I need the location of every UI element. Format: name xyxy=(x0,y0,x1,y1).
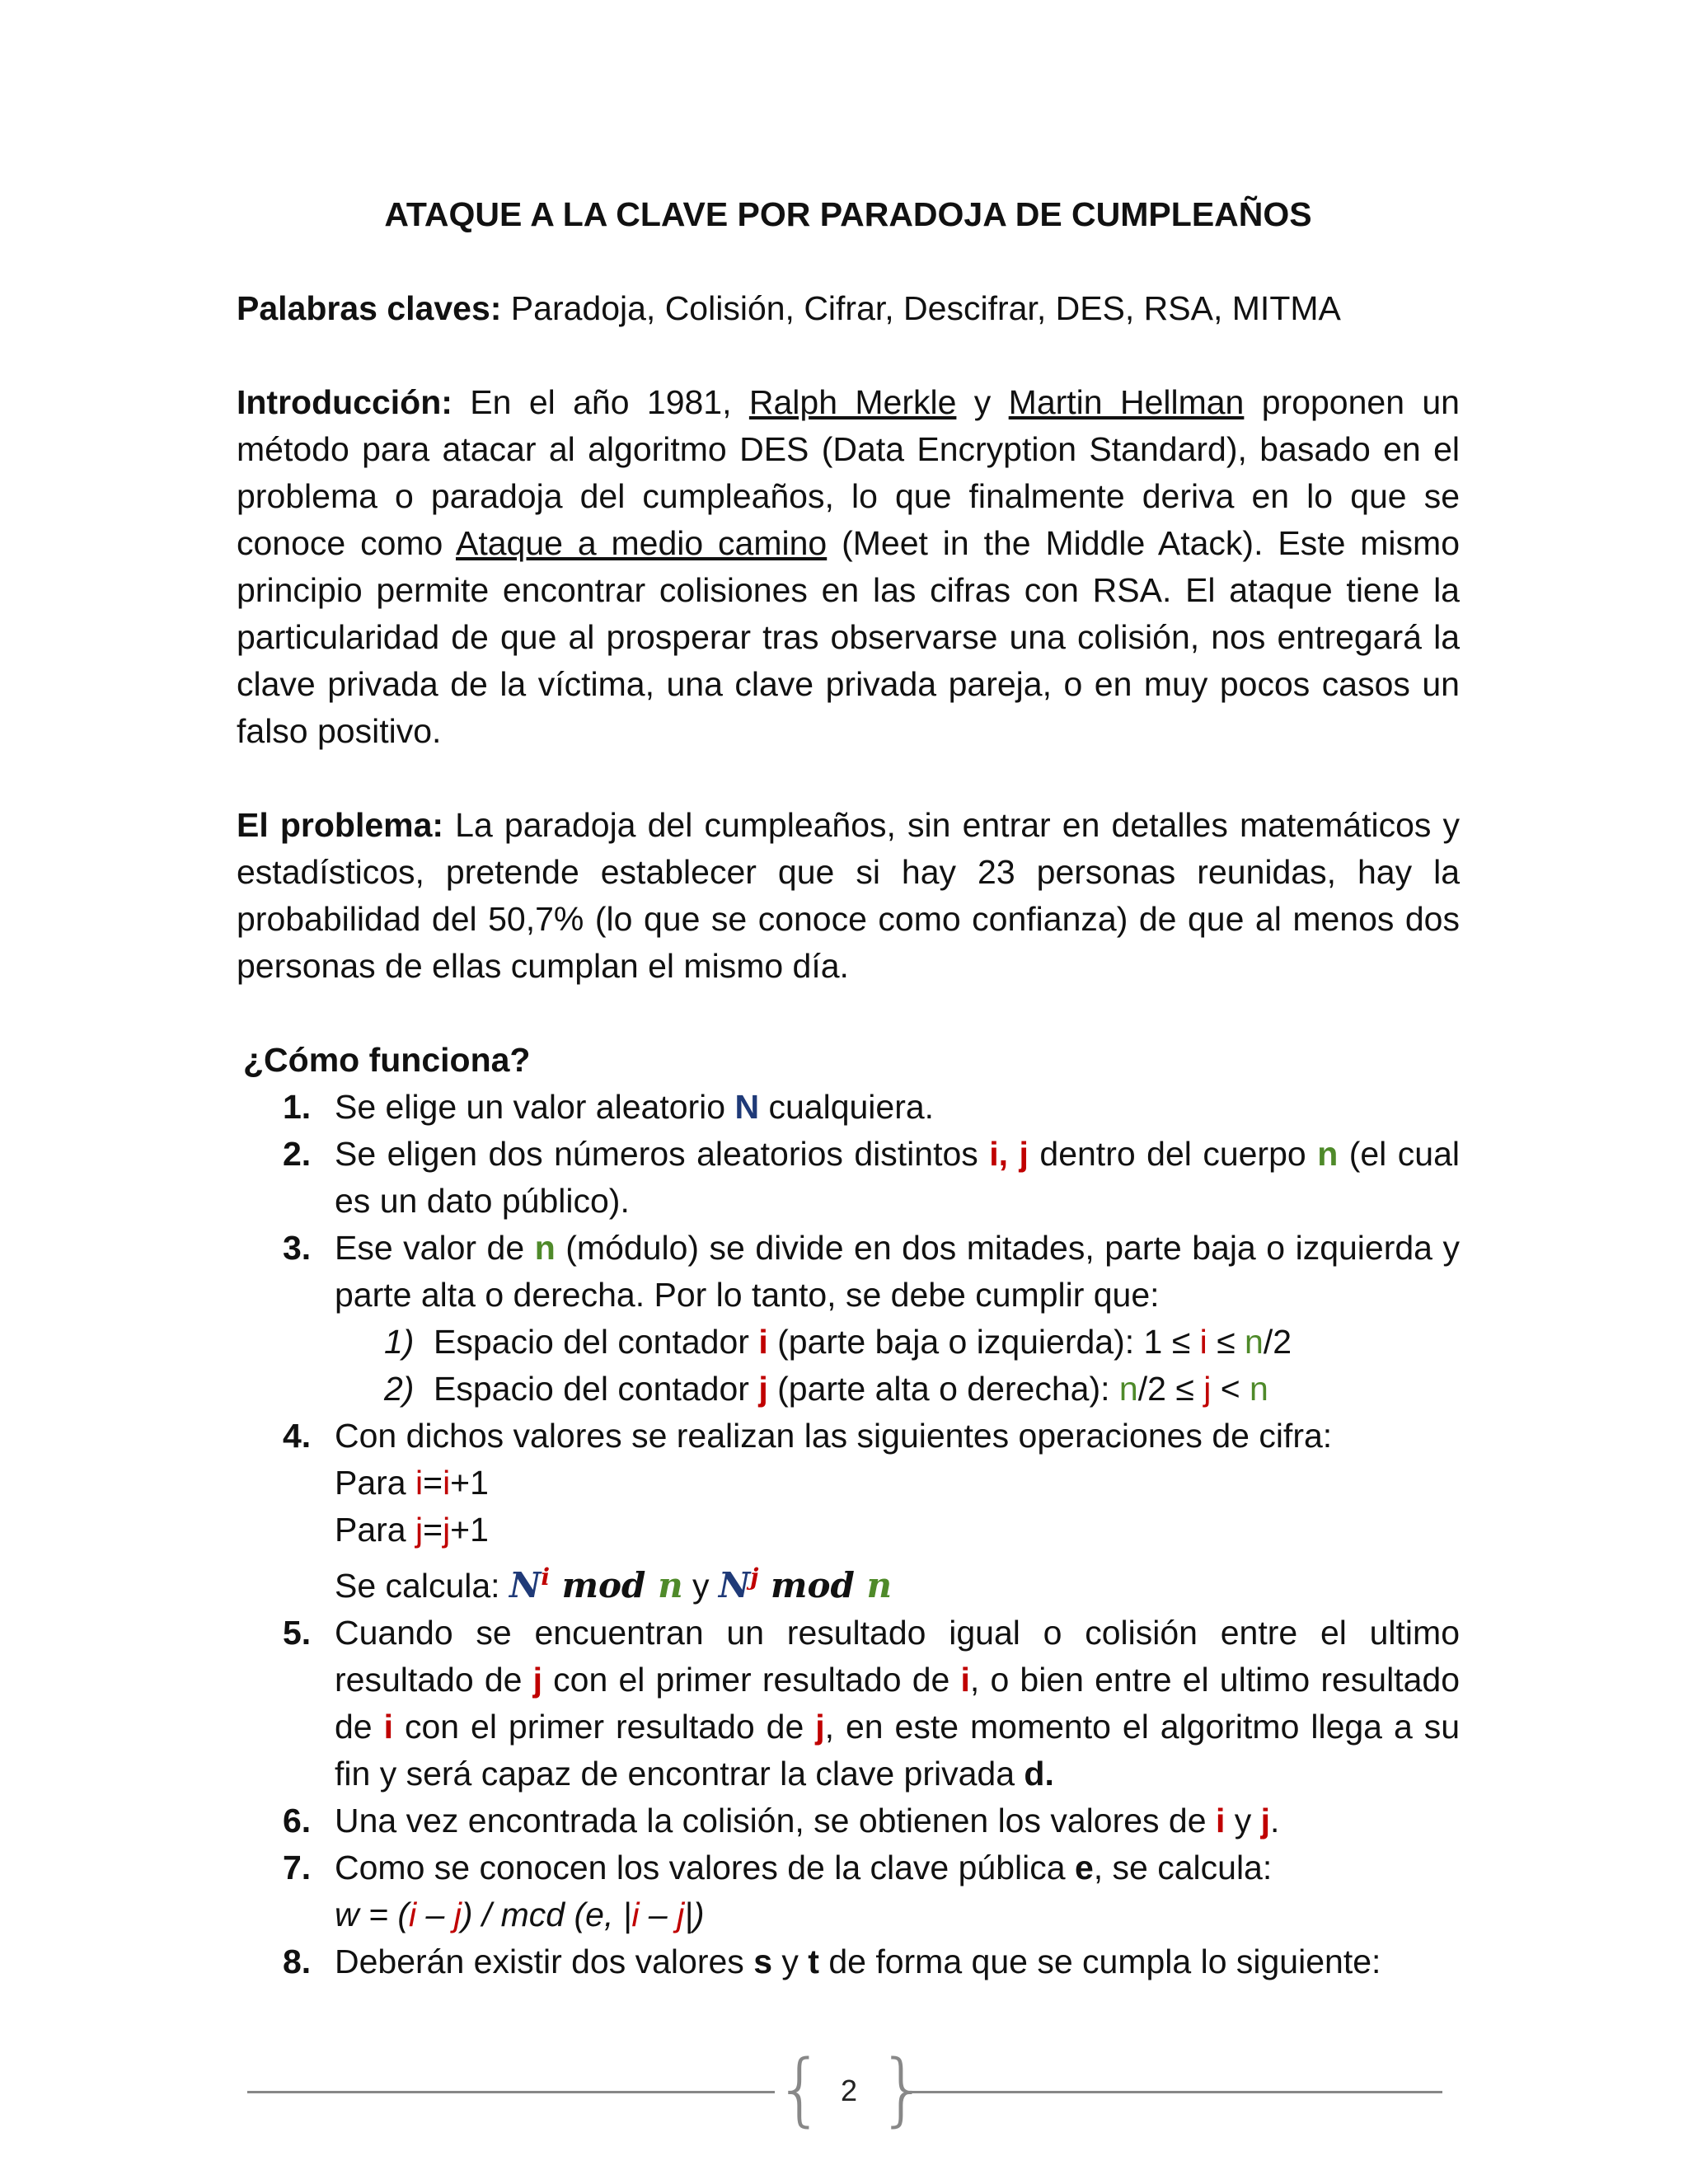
step-text: Se calcula: xyxy=(335,1567,509,1605)
substep-text: Espacio del contador xyxy=(434,1370,759,1408)
step-1 xyxy=(237,1084,1460,1131)
step-text: . xyxy=(1270,1802,1280,1840)
math-N: N xyxy=(509,1565,542,1605)
substep-number: 1) xyxy=(384,1323,415,1361)
intro-text: (Meet in the Middle Atack). Este mismo principio permite encontrar colisiones en las cifras con RSA. El ataque tiene la particularidad de que al prosperar tras observarse una colisión, nos entregará la clave privada de la víctima, una clave privada pareja, o en muy pocos casos un falso positivo. xyxy=(237,524,1460,750)
math-n: n xyxy=(866,1565,893,1605)
var-i: i xyxy=(758,1323,768,1361)
step-4-line-calc xyxy=(335,1554,1460,1610)
step-8 xyxy=(237,1938,1460,1985)
var-i: i xyxy=(409,1896,417,1933)
step-number: 7. xyxy=(283,1849,312,1886)
substep-text: /2 xyxy=(1263,1323,1292,1361)
substep-number: 2) xyxy=(384,1370,415,1408)
step-text: Como se conocen los valores de la clave pública xyxy=(335,1849,1075,1886)
how-it-works-heading: ¿Cómo funciona? xyxy=(243,1041,531,1079)
var-j: j xyxy=(443,1511,451,1549)
step-text: con el primer resultado de xyxy=(542,1661,961,1699)
step-text: dentro del cuerpo xyxy=(1028,1135,1318,1173)
step-4-line-j xyxy=(335,1507,1460,1554)
var-n: n xyxy=(1317,1135,1339,1173)
var-i-j: i, j xyxy=(989,1135,1029,1173)
var-n: n xyxy=(1245,1323,1264,1361)
step-text: Ese valor de xyxy=(335,1229,535,1267)
var-i: i xyxy=(415,1464,424,1502)
substep-text: (parte baja o izquierda): 1 ≤ xyxy=(767,1323,1200,1361)
substep-1 xyxy=(335,1319,1460,1366)
formula-nj-mod-n xyxy=(719,1565,892,1605)
var-e: e xyxy=(1074,1849,1094,1886)
var-i: i xyxy=(960,1661,970,1699)
step-3 xyxy=(237,1225,1460,1413)
link-ralph-merkle[interactable]: Ralph Merkle xyxy=(748,383,957,421)
steps-list xyxy=(237,1084,1460,1985)
formula-w xyxy=(335,1891,1460,1938)
intro-text: y xyxy=(956,383,1009,421)
step-text: , en este momento el algoritmo llega a su fin y será capaz de encontrar la clave privada xyxy=(335,1708,1461,1793)
substep-text: ≤ xyxy=(1207,1323,1245,1361)
var-j: j xyxy=(758,1370,768,1408)
substep-text: < xyxy=(1211,1370,1250,1408)
math-N: N xyxy=(718,1565,751,1605)
page-content xyxy=(237,191,1460,1985)
step-number: 1. xyxy=(283,1088,312,1126)
math-mod: mod xyxy=(549,1565,659,1605)
step-number: 6. xyxy=(283,1802,312,1840)
var-j: j xyxy=(415,1511,424,1549)
var-j: j xyxy=(677,1896,685,1933)
introduction-paragraph xyxy=(237,379,1460,755)
keywords-text: Paradoja, Colisión, Cifrar, Descifrar, DES, RSA, MITMA xyxy=(501,289,1341,327)
var-i: i xyxy=(1215,1802,1226,1840)
footer-rule-right xyxy=(907,2091,1442,2093)
link-ataque-medio-camino[interactable]: Ataque a medio camino xyxy=(455,524,828,562)
substep-text: /2 ≤ xyxy=(1137,1370,1204,1408)
intro-text: En el año 1981, xyxy=(452,383,749,421)
substep-2 xyxy=(335,1366,1460,1413)
step-text: Para xyxy=(335,1511,415,1549)
step-text: Para xyxy=(335,1464,415,1502)
step-text: con el primer resultado de xyxy=(392,1708,816,1746)
var-N: N xyxy=(734,1088,760,1126)
intro-text: proponen un método para atacar al algoritmo DES (Data Encryption Standard), basado en el problema o paradoja del cumpleaños, lo que finalmente deriva en lo que se conoce como xyxy=(237,383,1460,562)
step-5 xyxy=(237,1610,1460,1797)
math-exponent-i: i xyxy=(541,1563,550,1591)
link-martin-hellman[interactable]: Martin Hellman xyxy=(1008,383,1245,421)
math-n: n xyxy=(658,1565,683,1605)
footer-brace-left: { xyxy=(775,2043,826,2135)
var-j: j xyxy=(1203,1370,1212,1408)
footer-brace-right: } xyxy=(878,2043,929,2135)
document-title: ATAQUE A LA CLAVE POR PARADOJA DE CUMPLEAÑOS xyxy=(384,195,1312,233)
formula-text: – xyxy=(416,1896,454,1933)
substep-text: Espacio del contador xyxy=(434,1323,759,1361)
step-number: 3. xyxy=(283,1229,312,1267)
problem-paragraph xyxy=(237,802,1460,990)
keywords-label: Palabras claves: xyxy=(237,289,502,327)
step-6 xyxy=(237,1797,1460,1844)
introduction-label: Introducción: xyxy=(237,383,452,421)
footer-rule-left xyxy=(247,2091,775,2093)
page-number: 2 xyxy=(840,2074,858,2107)
problem-label: El problema: xyxy=(237,806,444,844)
formula-text: w = ( xyxy=(335,1896,409,1933)
problem-text: La paradoja del cumpleaños, sin entrar en detalles matemáticos y estadísticos, pretende establecer que si hay 23 personas reunidas, hay la probabilidad del 50,7% (lo que se conoce como confianza) de que al menos dos personas de ellas cumplan el mismo día. xyxy=(237,806,1460,985)
var-j: j xyxy=(815,1708,825,1746)
page-footer xyxy=(0,2043,1688,2135)
step-number: 8. xyxy=(283,1943,312,1980)
step-7 xyxy=(237,1844,1460,1938)
step-text: Con dichos valores se realizan las siguientes operaciones de cifra: xyxy=(335,1417,1333,1455)
step-text: (módulo) se divide en dos mitades, parte baja o izquierda y parte alta o derecha. Por lo tanto, se debe cumplir que: xyxy=(335,1229,1460,1314)
formula-text: ) / mcd (e, | xyxy=(461,1896,632,1933)
var-j: j xyxy=(532,1661,543,1699)
keywords-paragraph xyxy=(237,285,1460,332)
formula-text: – xyxy=(639,1896,678,1933)
step-text: Se eligen dos números aleatorios distintos xyxy=(335,1135,990,1173)
step-text: (el cual es un dato público). xyxy=(335,1135,1460,1220)
step-text: Una vez encontrada la colisión, se obtienen los valores de xyxy=(335,1802,1216,1840)
var-n: n xyxy=(534,1229,556,1267)
substep-text: (parte alta o derecha): xyxy=(767,1370,1119,1408)
var-n: n xyxy=(1118,1370,1138,1408)
var-i: i xyxy=(1199,1323,1207,1361)
math-mod: mod xyxy=(758,1565,867,1605)
step-number: 5. xyxy=(283,1614,312,1652)
formula-ni-mod-n xyxy=(509,1565,683,1605)
formula-text: |) xyxy=(684,1896,705,1933)
var-j: j xyxy=(1260,1802,1271,1840)
var-i: i xyxy=(383,1708,393,1746)
step-text: = xyxy=(423,1464,443,1502)
step-text: y xyxy=(772,1943,809,1980)
var-s: s xyxy=(753,1943,772,1980)
step-number: 2. xyxy=(283,1135,312,1173)
step-text: y xyxy=(1225,1802,1261,1840)
var-i: i xyxy=(631,1896,640,1933)
var-n: n xyxy=(1250,1370,1268,1408)
step-text: cualquiera. xyxy=(759,1088,935,1126)
step-text: Se elige un valor aleatorio xyxy=(335,1088,735,1126)
var-t: t xyxy=(808,1943,819,1980)
step-text: = xyxy=(423,1511,443,1549)
step-4 xyxy=(237,1413,1460,1610)
math-exponent-j: j xyxy=(750,1563,759,1591)
step-text: , o bien entre el ultimo resultado de xyxy=(335,1661,1460,1746)
var-j: j xyxy=(453,1896,462,1933)
step-text: Cuando se encuentran un resultado igual o colisión entre el ultimo resultado de xyxy=(335,1614,1460,1699)
step-text: de forma que se cumpla lo siguiente: xyxy=(818,1943,1381,1980)
step-text: +1 xyxy=(450,1511,489,1549)
step-2 xyxy=(237,1131,1460,1225)
step-text: y xyxy=(682,1567,719,1605)
var-i: i xyxy=(443,1464,451,1502)
step-text: , se calcula: xyxy=(1093,1849,1273,1886)
step-4-line-i xyxy=(335,1460,1460,1507)
step-number: 4. xyxy=(283,1417,312,1455)
var-d: d. xyxy=(1024,1755,1054,1793)
step-text: Deberán existir dos valores xyxy=(335,1943,754,1980)
step-text: +1 xyxy=(450,1464,489,1502)
